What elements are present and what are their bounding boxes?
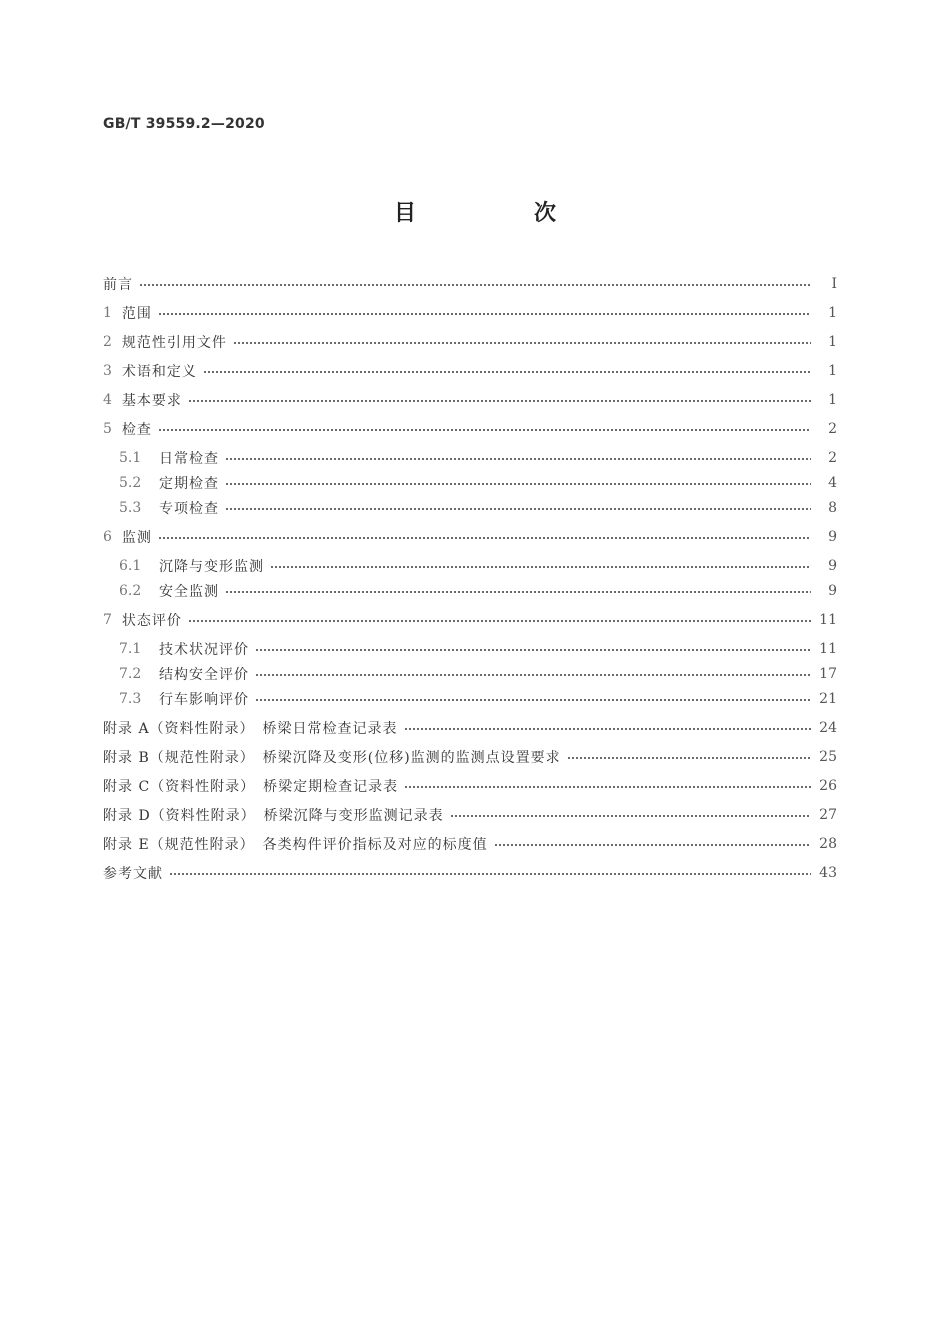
toc-entry-appendix-d[interactable] bbox=[103, 803, 837, 827]
toc-page-number: 11 bbox=[819, 612, 837, 628]
toc-page-number: 2 bbox=[828, 421, 837, 437]
toc-entry-number: 5 bbox=[103, 421, 112, 437]
toc-page-number: 9 bbox=[828, 529, 837, 545]
toc-entry-title: 前言 bbox=[103, 277, 133, 293]
toc-page-number: 11 bbox=[819, 641, 837, 657]
toc-entry-title: 附录 E（规范性附录） 各类构件评价指标及对应的标度值 bbox=[103, 837, 488, 853]
toc-entry-5-3[interactable] bbox=[103, 496, 837, 520]
toc-entry-number: 7.3 bbox=[119, 691, 142, 707]
toc-entry-title: 安全监测 bbox=[159, 584, 219, 600]
toc-entry-title: 检查 bbox=[121, 422, 152, 438]
toc-entry-number: 6.2 bbox=[119, 583, 142, 599]
leader-dots bbox=[188, 400, 811, 402]
toc-entry-title: 规范性引用文件 bbox=[121, 335, 227, 351]
toc-page-number: 1 bbox=[828, 305, 837, 321]
toc-entry-appendix-b[interactable] bbox=[103, 745, 837, 769]
toc-page-number: 21 bbox=[819, 691, 837, 707]
leader-dots bbox=[158, 429, 811, 431]
toc-entry-number: 7.1 bbox=[119, 641, 142, 657]
leader-dots bbox=[169, 873, 811, 875]
leader-dots bbox=[225, 508, 811, 510]
toc-page-number: 27 bbox=[819, 807, 837, 823]
toc-entry-appendix-e[interactable] bbox=[103, 832, 837, 856]
leader-dots bbox=[158, 537, 811, 539]
leader-dots bbox=[225, 483, 811, 485]
leader-dots bbox=[188, 620, 811, 622]
leader-dots bbox=[450, 815, 811, 817]
toc-page-number: 24 bbox=[819, 720, 837, 736]
toc-page-number: 8 bbox=[828, 500, 837, 516]
toc-entry-3[interactable] bbox=[103, 359, 837, 383]
toc-entry-title: 日常检查 bbox=[159, 451, 219, 467]
toc-page-number: 1 bbox=[828, 363, 837, 379]
toc-entry-number: 5.1 bbox=[119, 450, 142, 466]
toc-entry-6-1[interactable] bbox=[103, 554, 837, 578]
leader-dots bbox=[494, 844, 811, 846]
toc-entry-appendix-c[interactable] bbox=[103, 774, 837, 798]
toc-entry-title: 附录 B（规范性附录） 桥梁沉降及变形(位移)监测的监测点设置要求 bbox=[103, 750, 561, 766]
toc-page-number: Ⅰ bbox=[831, 276, 837, 292]
toc-page-number: 17 bbox=[819, 666, 837, 682]
leader-dots bbox=[404, 786, 811, 788]
standard-code: GB/T 39559.2—2020 bbox=[103, 116, 265, 132]
toc-entry-2[interactable] bbox=[103, 330, 837, 354]
toc-entry-title: 专项检查 bbox=[159, 501, 219, 517]
toc-entry-5-1[interactable] bbox=[103, 446, 837, 470]
toc-entry-7-3[interactable] bbox=[103, 687, 837, 711]
toc-page-number: 4 bbox=[828, 475, 837, 491]
toc-entry-title: 附录 C（资料性附录） 桥梁定期检查记录表 bbox=[103, 779, 399, 795]
leader-dots bbox=[225, 458, 811, 460]
toc-entry-6[interactable] bbox=[103, 525, 837, 549]
toc-entry-title: 监测 bbox=[121, 530, 152, 546]
leader-dots bbox=[270, 566, 811, 568]
toc-entry-number: 6 bbox=[103, 529, 112, 545]
leader-dots bbox=[404, 728, 811, 730]
leader-dots bbox=[255, 699, 811, 701]
toc-entry-title: 行车影响评价 bbox=[159, 692, 249, 708]
leader-dots bbox=[255, 674, 811, 676]
toc-page-number: 28 bbox=[819, 836, 837, 852]
toc-entry-number: 6.1 bbox=[119, 558, 142, 574]
leader-dots bbox=[225, 591, 811, 593]
leader-dots bbox=[255, 649, 811, 651]
toc-page-number: 43 bbox=[819, 865, 837, 881]
toc-entry-1[interactable] bbox=[103, 301, 837, 325]
toc-entry-number: 3 bbox=[103, 363, 112, 379]
toc-entry-7-1[interactable] bbox=[103, 637, 837, 661]
toc-entry-5[interactable] bbox=[103, 417, 837, 441]
toc-entry-number: 5.2 bbox=[119, 475, 142, 491]
toc-entry-6-2[interactable] bbox=[103, 579, 837, 603]
toc-entry-title: 状态评价 bbox=[121, 613, 182, 629]
toc-entry-number: 1 bbox=[103, 305, 112, 321]
toc-page-number: 26 bbox=[819, 778, 837, 794]
leader-dots bbox=[567, 757, 811, 759]
toc-entry-bibliography[interactable] bbox=[103, 861, 837, 885]
toc-title: 目 次 bbox=[393, 201, 604, 226]
toc-entry-number: 4 bbox=[103, 392, 112, 408]
toc-page-number: 1 bbox=[828, 334, 837, 350]
toc-entry-7[interactable] bbox=[103, 608, 837, 632]
toc-page-number: 25 bbox=[819, 749, 837, 765]
toc-entry-title: 沉降与变形监测 bbox=[159, 559, 264, 575]
leader-dots bbox=[158, 313, 811, 315]
toc-entry-number: 5.3 bbox=[119, 500, 142, 516]
toc-entry-number: 2 bbox=[103, 334, 112, 350]
toc-entry-4[interactable] bbox=[103, 388, 837, 412]
toc-entry-number: 7 bbox=[103, 612, 112, 628]
leader-dots bbox=[139, 284, 811, 286]
toc-page-number: 9 bbox=[828, 558, 837, 574]
toc-entry-7-2[interactable] bbox=[103, 662, 837, 686]
toc-page-number: 2 bbox=[828, 450, 837, 466]
toc-entry-title: 术语和定义 bbox=[121, 364, 197, 380]
toc-entry-title: 结构安全评价 bbox=[159, 667, 249, 683]
toc-entry-title: 附录 D（资料性附录） 桥梁沉降与变形监测记录表 bbox=[103, 808, 444, 824]
toc-entry-title: 技术状况评价 bbox=[159, 642, 249, 658]
leader-dots bbox=[203, 371, 811, 373]
toc-entry-title: 定期检查 bbox=[159, 476, 219, 492]
toc-entry-number: 7.2 bbox=[119, 666, 142, 682]
toc-page-number: 9 bbox=[828, 583, 837, 599]
toc-entry-foreword[interactable] bbox=[103, 272, 837, 296]
toc-entry-5-2[interactable] bbox=[103, 471, 837, 495]
toc-page-number: 1 bbox=[828, 392, 837, 408]
leader-dots bbox=[233, 342, 811, 344]
toc-entry-title: 基本要求 bbox=[121, 393, 182, 409]
toc-entry-title: 附录 A（资料性附录） 桥梁日常检查记录表 bbox=[103, 721, 398, 737]
toc-entry-title: 参考文献 bbox=[103, 866, 163, 882]
toc-entry-title: 范围 bbox=[121, 306, 152, 322]
toc-entry-appendix-a[interactable] bbox=[103, 716, 837, 740]
